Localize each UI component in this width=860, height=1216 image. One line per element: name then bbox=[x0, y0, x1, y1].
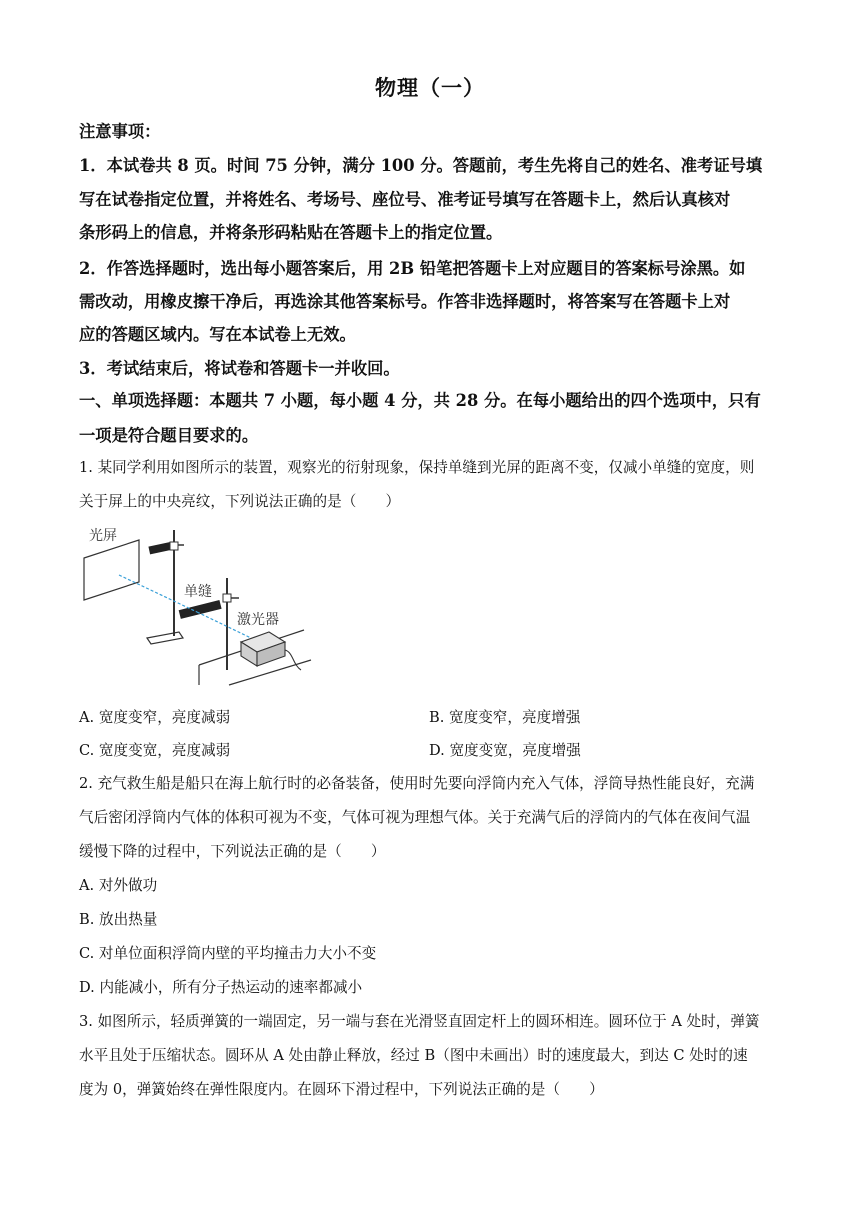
q1-option-b: B. 宽度变窄，亮度增强 bbox=[429, 709, 581, 726]
slit-holder bbox=[179, 600, 222, 619]
question-3-text: 水平且处于压缩状态。圆环从 A 处由静止释放，经过 B（图中未画出）时的速度最大，到达 C 处时的速 bbox=[79, 1047, 748, 1064]
label-screen: 光屏 bbox=[89, 528, 117, 544]
notice-line: 需改动，用橡皮擦干净后，再选涂其他答案标号。作答非选择题时，将答案写在答题卡上对 bbox=[79, 292, 731, 311]
label-slit: 单缝 bbox=[184, 584, 212, 600]
q1-option-a: A. 宽度变窄，亮度减弱 bbox=[79, 709, 231, 726]
question-2-text: 气后密闭浮筒内气体的体积可视为不变，气体可视为理想气体。关于充满气后的浮筒内的气体在夜间气温 bbox=[79, 809, 751, 826]
stand-1-base bbox=[147, 632, 183, 644]
label-laser: 激光器 bbox=[237, 612, 279, 628]
page-title: 物理（一） bbox=[375, 75, 485, 100]
notice-line: 写在试卷指定位置，并将姓名、考场号、座位号、准考证号填写在答题卡上，然后认真核对 bbox=[79, 190, 731, 209]
q1-option-d: D. 宽度变宽，亮度增强 bbox=[429, 742, 581, 759]
question-1-text: 1. 某同学利用如图所示的装置，观察光的衍射现象，保持单缝到光屏的距离不变，仅减小单缝的宽度，则 bbox=[79, 459, 755, 476]
question-3-text: 度为 0，弹簧始终在弹性限度内。在圆环下滑过程中，下列说法正确的是（ ） bbox=[79, 1081, 604, 1098]
question-1-text: 关于屏上的中央亮纹，下列说法正确的是（ ） bbox=[79, 493, 401, 510]
notice-line: 3．考试结束后，将试卷和答题卡一并收回。 bbox=[79, 359, 400, 378]
notice-line: 1．本试卷共 8 页。时间 75 分钟，满分 100 分。答题前，考生先将自己的姓名、准考证号填 bbox=[79, 156, 763, 175]
notice-heading: 注意事项： bbox=[79, 122, 161, 141]
section-heading: 一项是符合题目要求的。 bbox=[79, 426, 259, 445]
diffraction-apparatus-figure bbox=[79, 520, 319, 690]
q1-option-c: C. 宽度变宽，亮度减弱 bbox=[79, 742, 231, 759]
table-edge-front bbox=[229, 660, 311, 685]
question-2-text: 2. 充气救生船是船只在海上航行时的必备装备，使用时先要向浮筒内充入气体，浮筒导热性能良好，充满 bbox=[79, 775, 755, 792]
q2-option-a: A. 对外做功 bbox=[79, 877, 158, 894]
q2-option-b: B. 放出热量 bbox=[79, 911, 158, 928]
q2-option-d: D. 内能减小，所有分子热运动的速率都减小 bbox=[79, 979, 363, 996]
section-heading: 一、单项选择题：本题共 7 小题，每小题 4 分，共 28 分。在每小题给出的四个选项中，只有 bbox=[79, 391, 761, 410]
notice-line: 条形码上的信息，并将条形码粘贴在答题卡上的指定位置。 bbox=[79, 223, 503, 242]
light-screen bbox=[84, 540, 139, 600]
notice-line: 2．作答选择题时，选出每小题答案后，用 2B 铅笔把答题卡上对应题目的答案标号涂黑。如 bbox=[79, 259, 746, 278]
question-3-text: 3. 如图所示，轻质弹簧的一端固定，另一端与套在光滑竖直固定杆上的圆环相连。圆环位于 A 处时，弹簧 bbox=[79, 1013, 760, 1030]
question-2-text: 缓慢下降的过程中，下列说法正确的是（ ） bbox=[79, 843, 386, 860]
q2-option-c: C. 对单位面积浮筒内壁的平均撞击力大小不变 bbox=[79, 945, 377, 962]
notice-line: 应的答题区域内。写在本试卷上无效。 bbox=[79, 325, 356, 344]
